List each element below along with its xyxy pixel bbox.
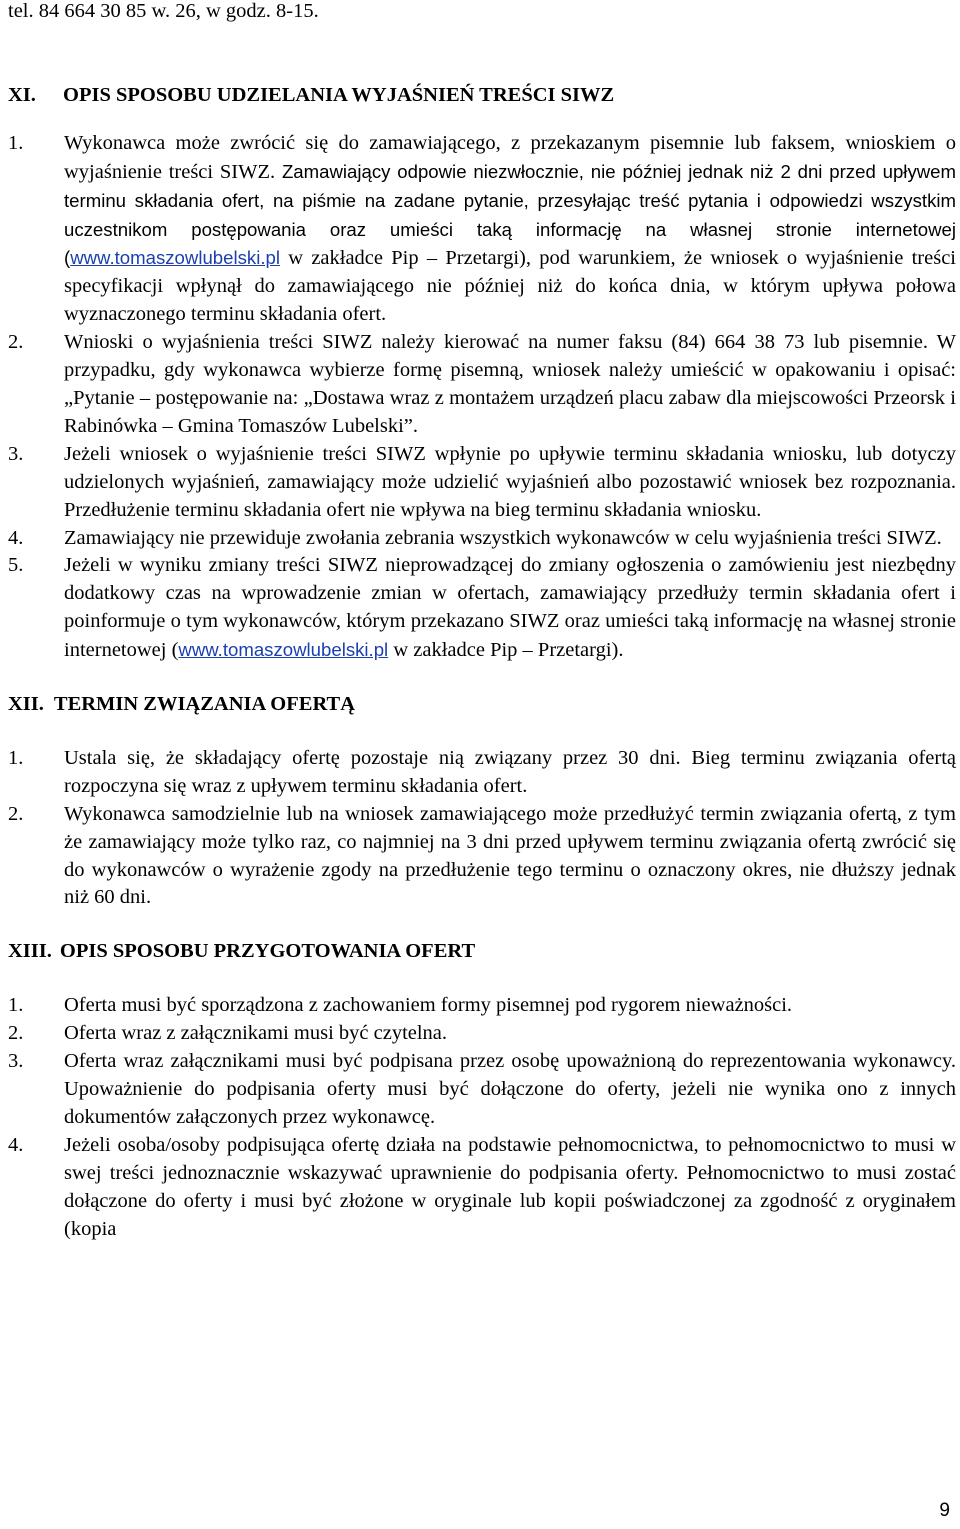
section-xi-list [8,130,956,665]
list-item [8,552,956,665]
section-title: OPIS SPOSOBU UDZIELANIA WYJAŚNIEŃ TREŚCI SIWZ [63,83,615,106]
item-text: Oferta wraz z załącznikami musi być czytelna. [64,1022,448,1045]
section-number: XI. [8,83,36,106]
item-number: 1. [8,994,24,1017]
item-text: Wykonawca samodzielnie lub na wniosek zamawiającego może przedłużyć termin związania ofertą, z tym że zamawiający może tylko raz, co najmniej na 3 dni przed upływem terminu związania ofertą zwrócić się do wykonawców o wyrażenie zgody na przedłużenie tego terminu o oznaczony okres, nie dłuższy jednak niż 60 dni. [64,802,956,909]
item-text-part: Oferta wraz załącznikami musi być podpisana przez osobę upoważnioną do reprezentowania wykonawcy. [64,1050,956,1073]
list-item [8,1132,956,1244]
item-text-part: W przypadku, gdy wykonawca wybierze formę pisemną, wniosek należy umieścić w opakowaniu i opisać: „Pytanie – postępowanie na: „Dostawa wraz z montażem urządzeń placu zabaw dla miejscowości Przeorsk i Rabinówka – Gmina Tomaszów Lubelski”. [64,331,956,437]
section-xiii-heading [8,938,956,966]
item-text-part: Jeżeli w wyniku zmiany treści SIWZ nieprowadzącej do zmiany ogłoszenia o zamówieniu jest niezbędny dodatkowy czas na wprowadzenie zmian w ofertach, zamawiający przedłuży termin składania ofert i poinformuje o tym wykonawców, którym przekazano SIWZ oraz umieści taką informację na własnej stronie internetowej ( [64,554,956,662]
item-number: 1. [8,746,24,769]
item-text-part: Pełnomocnictwo to musi zostać dołączone do oferty i musi być złożone w oryginale lub kopii poświadczonej za zgodność z oryginałem (kopia [64,1161,956,1240]
section-number: XIII. [8,940,52,963]
item-number: 2. [8,802,24,825]
list-item [8,130,956,329]
list-item [8,1048,956,1132]
item-text [64,441,956,525]
section-xiii-list [8,992,956,1243]
item-number: 3. [8,1050,24,1073]
item-text-part: Zamawiający odpowie niezwłocznie, nie później jednak niż 2 dni przed upływem terminu składania ofert, na piśmie na zadane pytanie, przesyłając treść pytania i odpowiedzi wszystkim uczestnikom postępowania oraz umieści taką informację na własnej stronie internetowej ( [64,160,956,269]
item-text-part: Wykonawca może zwrócić się do zamawiającego, z przekazanym pisemnie lub faksem, wnioskiem o wyjaśnienie treści SIWZ. [64,131,956,183]
item-text-part: Przedłużenie terminu składania ofert nie wpływa na bieg terminu składania wniosku. [64,498,762,521]
contact-line: tel. 84 664 30 85 w. 26, w godz. 8-15. [8,0,319,22]
item-number: 4. [8,1133,24,1156]
document-page [8,0,956,1243]
list-item [8,1020,956,1048]
item-text-part: Jeżeli wniosek o wyjaśnienie treści SIWZ wpłynie po upływie terminu składania wniosku, lub dotyczy udzielonych wyjaśnień, zamawiający może udzielić wyjaśnień albo pozostawić wniosek bez rozpoznania. [64,442,956,493]
section-xii-heading [8,691,956,719]
item-text [64,552,956,665]
list-item [8,745,956,801]
item-text-part: Jeżeli osoba/osoby podpisująca ofertę działa na podstawie pełnomocnictwa, to pełnomocnictwo to musi w swej treści jednoznacznie wskazywać uprawnienie do podpisania oferty. [64,1133,956,1184]
section-title: TERMIN ZWIĄZANIA OFERTĄ [53,693,356,716]
page-number: 9 [939,1500,950,1521]
list-item [8,992,956,1020]
list-item [8,801,956,913]
item-text: Oferta musi być sporządzona z zachowaniem formy pisemnej pod rygorem nieważności. [64,994,793,1017]
item-text [64,1048,956,1132]
item-number: 5. [8,554,24,577]
list-item [8,329,956,441]
item-text [64,130,956,329]
item-number: 4. [8,526,24,549]
item-text-part: Wnioski o wyjaśnienia treści SIWZ należy kierować na numer faksu (84) 664 38 73 lub pisemnie. [64,331,937,354]
item-number: 3. [8,442,24,465]
item-number: 2. [8,331,24,354]
section-title: OPIS SPOSOBU PRZYGOTOWANIA OFERT [59,940,476,963]
item-text-part: Upoważnienie do podpisania oferty musi być dołączone do oferty, jeżeli nie wynika ono z innych dokumentów załączonych przez wykonawcę. [64,1078,956,1128]
section-xi-heading [8,82,956,110]
item-text-part: w zakładce Pip – Przetargi). [388,639,624,662]
item-text: Zamawiający nie przewiduje zwołania zebrania wszystkich wykonawców w celu wyjaśnienia treści SIWZ. [64,526,942,549]
website-link[interactable]: www.tomaszowlubelski.pl [178,639,389,661]
item-text [64,329,956,441]
section-xii-list [8,745,956,912]
item-number: 2. [8,1022,24,1045]
section-number: XII. [8,693,44,716]
website-link[interactable]: www.tomaszowlubelski.pl [70,247,280,269]
item-text-part: w zakładce Pip – Przetargi), pod warunkiem, że wniosek o wyjaśnienie treści specyfikacji wpłynął do zamawiającego nie później niż do końca dnia, w którym upływa połowa wyznaczonego terminu składania ofert. [64,247,956,326]
list-item [8,525,956,553]
item-text [64,1132,956,1244]
item-number: 1. [8,131,24,154]
list-item [8,441,956,525]
item-text: Ustala się, że składający ofertę pozostaje nią związany przez 30 dni. Bieg terminu związania ofertą rozpoczyna się wraz z upływem terminu składania ofert. [64,746,956,797]
